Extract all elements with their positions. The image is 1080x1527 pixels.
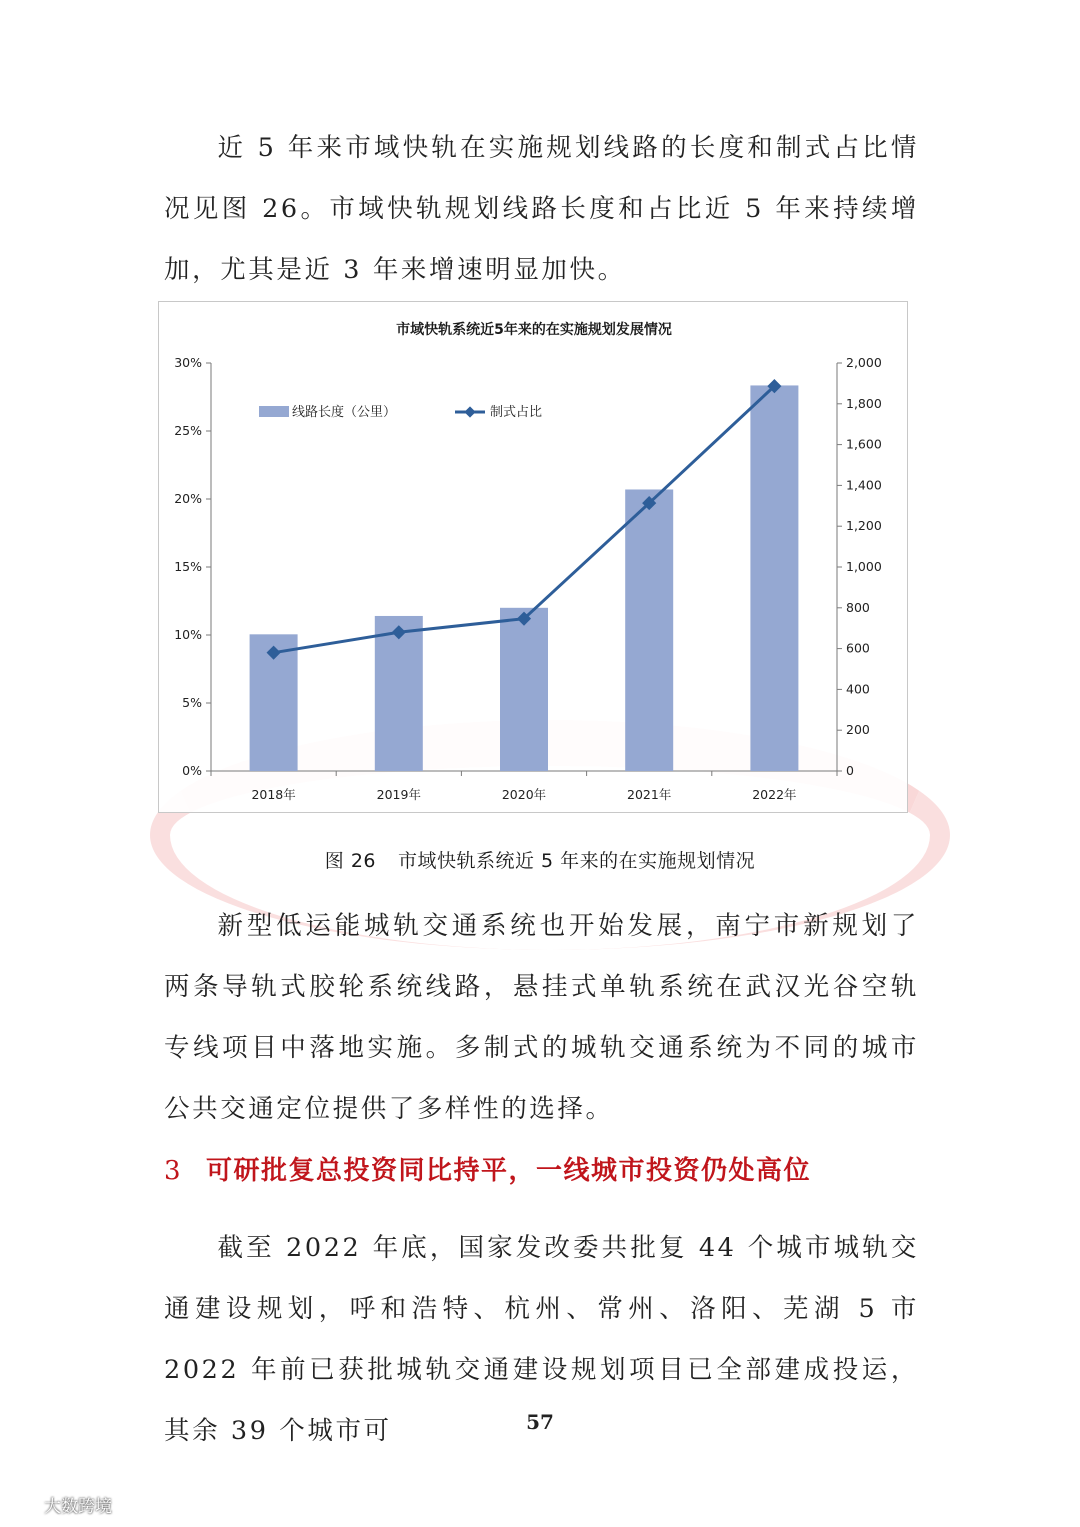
x-tick-label: 2019年 xyxy=(376,787,421,802)
left-tick-label: 15% xyxy=(174,559,202,574)
legend-bar-label: 线路长度（公里） xyxy=(292,405,397,420)
right-tick-label: 1,200 xyxy=(846,518,882,534)
right-tick-label: 800 xyxy=(846,599,870,615)
brand-watermark xyxy=(8,1492,112,1517)
left-tick-label: 20% xyxy=(174,491,202,506)
right-tick-label: 1,800 xyxy=(846,395,882,411)
legend-line-label: 制式占比 xyxy=(490,405,543,420)
paragraph-intro: 近 5 年来市域快轨在实施规划线路的长度和制式占比情况见图 26。市域快轨规划线路长度和占比近 5 年来持续增加，尤其是近 3 年来增速明显加快。 xyxy=(164,133,919,285)
brand-name: 大数跨境 xyxy=(44,1497,112,1517)
page-number: 57 xyxy=(526,1410,554,1434)
figure-number: 图 26 xyxy=(324,850,377,872)
x-tick-label: 2021年 xyxy=(627,787,672,802)
right-tick-label: 1,600 xyxy=(846,436,882,452)
right-tick-label: 1,000 xyxy=(846,559,882,574)
right-tick-label: 600 xyxy=(846,640,870,656)
bar-2020年 xyxy=(500,608,548,771)
bar-2021年 xyxy=(625,489,673,771)
section-number: 3 xyxy=(164,1156,183,1186)
x-tick-label: 2022年 xyxy=(752,787,797,802)
left-tick-label: 0% xyxy=(182,763,202,778)
paragraph-new-systems: 新型低运能城轨交通系统也开始发展，南宁市新规划了两条导轨式胶轮系统线路，悬挂式单轨系统在武汉光谷空轨专线项目中落地实施。多制式的城轨交通系统为不同的城市公共交通定位提供了多样性的选择。 xyxy=(164,911,919,1124)
paragraph-investment: 截至 2022 年底，国家发改委共批复 44 个城市城轨交通建设规划，呼和浩特、杭州、常州、洛阳、芜湖 5 市 2022 年前已获批城轨交通建设规划项目已全部建成投运，其余 39 个城市可 xyxy=(164,1233,919,1446)
right-tick-label: 1,400 xyxy=(846,477,882,493)
section-heading xyxy=(164,1150,924,1187)
legend-line-marker xyxy=(464,406,475,417)
left-tick-label: 10% xyxy=(174,627,202,642)
legend-bar-swatch xyxy=(259,406,289,417)
figure-caption-text: 市域快轨系统近 5 年来的在实施规划情况 xyxy=(398,850,756,872)
right-tick-label: 200 xyxy=(846,722,870,738)
figure-caption xyxy=(0,846,1080,873)
left-tick-label: 5% xyxy=(182,695,202,710)
section-title: 可研批复总投资同比持平，一线城市投资仍处高位 xyxy=(206,1156,812,1186)
x-tick-label: 2020年 xyxy=(501,787,547,802)
chart-figure-26 xyxy=(158,301,908,813)
bar-2022年 xyxy=(750,385,798,771)
chart-svg xyxy=(159,302,909,814)
x-tick-label: 2018年 xyxy=(251,787,296,802)
brand-logo-icon xyxy=(8,1496,38,1514)
left-tick-label: 30% xyxy=(174,355,202,370)
right-tick-label: 400 xyxy=(846,681,870,697)
right-tick-label: 0 xyxy=(846,763,854,778)
left-tick-label: 25% xyxy=(174,423,202,438)
right-tick-label: 2,000 xyxy=(846,355,882,370)
chart-title: 市域快轨系统近5年来的在实施规划发展情况 xyxy=(396,322,672,338)
